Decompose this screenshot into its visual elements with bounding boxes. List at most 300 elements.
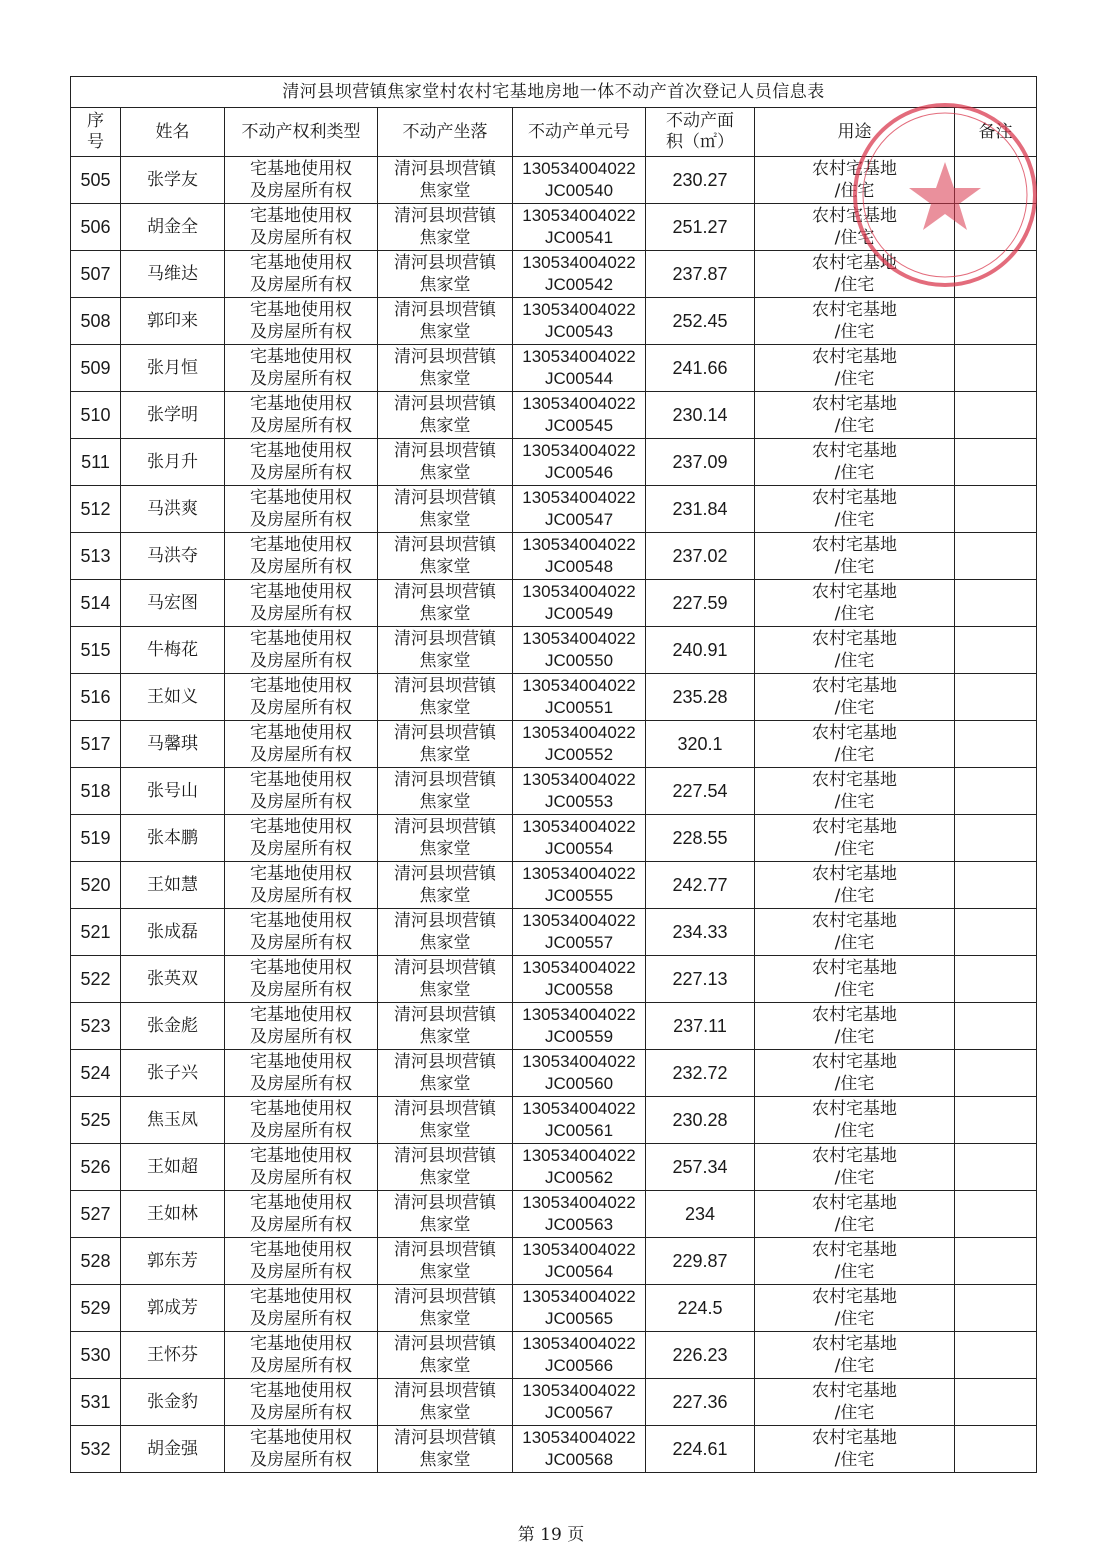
cell-name: 马洪爽 xyxy=(121,486,225,533)
cell-unit-no xyxy=(513,1191,646,1238)
cell-location-line2: 焦家堂 xyxy=(419,369,471,389)
cell-location-line2: 焦家堂 xyxy=(419,1356,471,1376)
cell-right-type xyxy=(225,721,378,768)
cell-right-type xyxy=(225,1285,378,1332)
cell-location-line1: 清河县坝营镇 xyxy=(394,253,496,273)
cell-unit-prefix: 130534004022 xyxy=(522,300,636,319)
cell-unit-no xyxy=(513,1003,646,1050)
cell-right-type-line1: 宅基地使用权 xyxy=(250,1428,352,1448)
cell-usage xyxy=(755,204,955,251)
cell-location xyxy=(378,345,513,392)
cell-right-type-line1: 宅基地使用权 xyxy=(250,394,352,414)
cell-name: 马宏图 xyxy=(121,580,225,627)
header-usage: 用途 xyxy=(755,108,955,157)
table-row xyxy=(71,486,1037,533)
cell-unit-suffix: JC00546 xyxy=(544,463,614,482)
cell-remark xyxy=(955,862,1037,909)
cell-location-line2: 焦家堂 xyxy=(419,1074,471,1094)
cell-unit-no xyxy=(513,1426,646,1473)
cell-location xyxy=(378,1097,513,1144)
registration-table xyxy=(70,76,1037,1473)
cell-area: 230.28 xyxy=(646,1097,755,1144)
cell-name: 马馨琪 xyxy=(121,721,225,768)
cell-unit-prefix: 130534004022 xyxy=(522,864,636,883)
cell-unit-no xyxy=(513,298,646,345)
cell-location-line2: 焦家堂 xyxy=(419,1027,471,1047)
cell-right-type-line2: 及房屋所有权 xyxy=(250,792,352,812)
cell-location xyxy=(378,956,513,1003)
header-row xyxy=(71,108,1037,157)
cell-remark xyxy=(955,251,1037,298)
cell-location-line1: 清河县坝营镇 xyxy=(394,817,496,837)
cell-unit-suffix: JC00547 xyxy=(544,510,614,529)
table-row xyxy=(71,157,1037,204)
cell-name: 王如林 xyxy=(121,1191,225,1238)
cell-location xyxy=(378,1238,513,1285)
cell-remark xyxy=(955,580,1037,627)
cell-unit-suffix: JC00541 xyxy=(544,228,614,247)
cell-name: 张成磊 xyxy=(121,909,225,956)
cell-location xyxy=(378,392,513,439)
cell-location-line1: 清河县坝营镇 xyxy=(394,911,496,931)
cell-usage-line1: 农村宅基地 xyxy=(812,206,897,226)
cell-usage-line1: 农村宅基地 xyxy=(812,441,897,461)
cell-right-type-line2: 及房屋所有权 xyxy=(250,604,352,624)
cell-usage-line1: 农村宅基地 xyxy=(812,770,897,790)
cell-right-type-line1: 宅基地使用权 xyxy=(250,300,352,320)
cell-right-type-line1: 宅基地使用权 xyxy=(250,253,352,273)
table-row xyxy=(71,1191,1037,1238)
cell-location-line1: 清河县坝营镇 xyxy=(394,676,496,696)
cell-unit-no xyxy=(513,1144,646,1191)
cell-unit-suffix: JC00562 xyxy=(544,1168,614,1187)
cell-right-type-line2: 及房屋所有权 xyxy=(250,1450,352,1470)
cell-seq: 505 xyxy=(71,157,121,204)
cell-usage-line1: 农村宅基地 xyxy=(812,1240,897,1260)
header-remark: 备注 xyxy=(955,108,1037,157)
cell-usage xyxy=(755,533,955,580)
cell-usage xyxy=(755,721,955,768)
cell-unit-prefix: 130534004022 xyxy=(522,676,636,695)
cell-right-type-line1: 宅基地使用权 xyxy=(250,1334,352,1354)
cell-location-line1: 清河县坝营镇 xyxy=(394,159,496,179)
cell-remark xyxy=(955,1050,1037,1097)
cell-location-line1: 清河县坝营镇 xyxy=(394,1193,496,1213)
cell-usage xyxy=(755,1050,955,1097)
cell-right-type-line2: 及房屋所有权 xyxy=(250,416,352,436)
cell-right-type-line1: 宅基地使用权 xyxy=(250,629,352,649)
cell-unit-suffix: JC00553 xyxy=(544,792,614,811)
cell-name: 牛梅花 xyxy=(121,627,225,674)
cell-right-type-line2: 及房屋所有权 xyxy=(250,275,352,295)
cell-name: 张学友 xyxy=(121,157,225,204)
cell-remark xyxy=(955,1285,1037,1332)
cell-seq: 530 xyxy=(71,1332,121,1379)
cell-usage-line2: /住宅 xyxy=(834,275,875,295)
cell-right-type-line2: 及房屋所有权 xyxy=(250,1027,352,1047)
cell-location xyxy=(378,815,513,862)
cell-unit-no xyxy=(513,956,646,1003)
header-seq-line2: 号 xyxy=(87,132,104,152)
cell-unit-no xyxy=(513,1050,646,1097)
cell-right-type xyxy=(225,439,378,486)
cell-location-line2: 焦家堂 xyxy=(419,792,471,812)
cell-name: 胡金强 xyxy=(121,1426,225,1473)
cell-unit-prefix: 130534004022 xyxy=(522,1052,636,1071)
cell-name: 张金彪 xyxy=(121,1003,225,1050)
cell-remark xyxy=(955,909,1037,956)
cell-right-type-line1: 宅基地使用权 xyxy=(250,441,352,461)
cell-right-type-line2: 及房屋所有权 xyxy=(250,557,352,577)
cell-right-type-line1: 宅基地使用权 xyxy=(250,488,352,508)
cell-usage-line1: 农村宅基地 xyxy=(812,958,897,978)
table-row xyxy=(71,721,1037,768)
table-row xyxy=(71,1050,1037,1097)
cell-seq: 517 xyxy=(71,721,121,768)
cell-right-type xyxy=(225,1332,378,1379)
cell-unit-prefix: 130534004022 xyxy=(522,629,636,648)
cell-area: 227.54 xyxy=(646,768,755,815)
cell-area: 240.91 xyxy=(646,627,755,674)
cell-remark xyxy=(955,1332,1037,1379)
cell-remark xyxy=(955,674,1037,721)
cell-right-type-line2: 及房屋所有权 xyxy=(250,322,352,342)
cell-unit-suffix: JC00567 xyxy=(544,1403,614,1422)
cell-usage-line1: 农村宅基地 xyxy=(812,1381,897,1401)
cell-right-type-line1: 宅基地使用权 xyxy=(250,582,352,602)
cell-remark xyxy=(955,533,1037,580)
cell-right-type xyxy=(225,674,378,721)
cell-location-line1: 清河县坝营镇 xyxy=(394,582,496,602)
cell-location xyxy=(378,580,513,627)
cell-unit-suffix: JC00540 xyxy=(544,181,614,200)
cell-location-line2: 焦家堂 xyxy=(419,604,471,624)
cell-location-line1: 清河县坝营镇 xyxy=(394,1240,496,1260)
cell-right-type-line2: 及房屋所有权 xyxy=(250,510,352,530)
cell-usage-line2: /住宅 xyxy=(834,1403,875,1423)
table-row xyxy=(71,1144,1037,1191)
cell-name: 王如义 xyxy=(121,674,225,721)
cell-right-type-line1: 宅基地使用权 xyxy=(250,864,352,884)
cell-remark xyxy=(955,298,1037,345)
cell-location xyxy=(378,1426,513,1473)
cell-seq: 525 xyxy=(71,1097,121,1144)
cell-unit-prefix: 130534004022 xyxy=(522,1146,636,1165)
cell-right-type xyxy=(225,1379,378,1426)
cell-location xyxy=(378,909,513,956)
cell-remark xyxy=(955,721,1037,768)
table-row xyxy=(71,768,1037,815)
cell-location-line2: 焦家堂 xyxy=(419,1262,471,1282)
cell-remark xyxy=(955,1144,1037,1191)
cell-area: 227.59 xyxy=(646,580,755,627)
cell-location xyxy=(378,533,513,580)
cell-unit-prefix: 130534004022 xyxy=(522,1240,636,1259)
cell-right-type-line2: 及房屋所有权 xyxy=(250,839,352,859)
cell-right-type xyxy=(225,204,378,251)
cell-location-line2: 焦家堂 xyxy=(419,745,471,765)
cell-usage-line2: /住宅 xyxy=(834,839,875,859)
cell-seq: 523 xyxy=(71,1003,121,1050)
cell-location xyxy=(378,1003,513,1050)
cell-usage-line2: /住宅 xyxy=(834,369,875,389)
cell-right-type-line2: 及房屋所有权 xyxy=(250,980,352,1000)
table-row xyxy=(71,815,1037,862)
cell-area: 230.27 xyxy=(646,157,755,204)
cell-right-type-line1: 宅基地使用权 xyxy=(250,911,352,931)
cell-remark xyxy=(955,157,1037,204)
cell-right-type xyxy=(225,345,378,392)
cell-usage-line2: /住宅 xyxy=(834,181,875,201)
cell-unit-no xyxy=(513,1238,646,1285)
cell-location-line1: 清河县坝营镇 xyxy=(394,864,496,884)
cell-usage xyxy=(755,580,955,627)
cell-usage-line1: 农村宅基地 xyxy=(812,1287,897,1307)
table-row xyxy=(71,392,1037,439)
cell-right-type-line2: 及房屋所有权 xyxy=(250,651,352,671)
cell-usage-line2: /住宅 xyxy=(834,416,875,436)
table-title: 清河县坝营镇焦家堂村农村宅基地房地一体不动产首次登记人员信息表 xyxy=(71,77,1037,108)
cell-unit-suffix: JC00557 xyxy=(544,933,614,952)
cell-unit-prefix: 130534004022 xyxy=(522,911,636,930)
cell-unit-prefix: 130534004022 xyxy=(522,1381,636,1400)
cell-usage xyxy=(755,392,955,439)
cell-unit-no xyxy=(513,204,646,251)
cell-unit-prefix: 130534004022 xyxy=(522,1193,636,1212)
cell-right-type-line2: 及房屋所有权 xyxy=(250,1168,352,1188)
cell-name: 马维达 xyxy=(121,251,225,298)
cell-usage-line2: /住宅 xyxy=(834,1074,875,1094)
cell-right-type xyxy=(225,157,378,204)
cell-name: 焦玉凤 xyxy=(121,1097,225,1144)
cell-usage xyxy=(755,1426,955,1473)
cell-usage xyxy=(755,251,955,298)
cell-usage-line1: 农村宅基地 xyxy=(812,723,897,743)
cell-area: 237.11 xyxy=(646,1003,755,1050)
cell-remark xyxy=(955,1379,1037,1426)
cell-right-type-line1: 宅基地使用权 xyxy=(250,1193,352,1213)
cell-unit-prefix: 130534004022 xyxy=(522,1099,636,1118)
cell-usage-line1: 农村宅基地 xyxy=(812,676,897,696)
cell-unit-prefix: 130534004022 xyxy=(522,488,636,507)
header-seq-line1: 序 xyxy=(87,111,104,131)
cell-usage-line2: /住宅 xyxy=(834,651,875,671)
cell-location-line2: 焦家堂 xyxy=(419,322,471,342)
cell-location-line1: 清河县坝营镇 xyxy=(394,394,496,414)
cell-location-line1: 清河县坝营镇 xyxy=(394,958,496,978)
cell-unit-no xyxy=(513,486,646,533)
cell-location xyxy=(378,1144,513,1191)
cell-location xyxy=(378,298,513,345)
cell-location-line1: 清河县坝营镇 xyxy=(394,1099,496,1119)
cell-right-type xyxy=(225,1097,378,1144)
cell-remark xyxy=(955,1097,1037,1144)
cell-right-type-line1: 宅基地使用权 xyxy=(250,1052,352,1072)
table-row xyxy=(71,1285,1037,1332)
cell-usage-line2: /住宅 xyxy=(834,1121,875,1141)
cell-location-line1: 清河县坝营镇 xyxy=(394,206,496,226)
cell-location-line2: 焦家堂 xyxy=(419,933,471,953)
cell-seq: 516 xyxy=(71,674,121,721)
cell-area: 257.34 xyxy=(646,1144,755,1191)
cell-seq: 518 xyxy=(71,768,121,815)
cell-seq: 510 xyxy=(71,392,121,439)
cell-seq: 521 xyxy=(71,909,121,956)
cell-name: 张月恒 xyxy=(121,345,225,392)
cell-usage-line1: 农村宅基地 xyxy=(812,864,897,884)
cell-usage xyxy=(755,674,955,721)
cell-unit-suffix: JC00560 xyxy=(544,1074,614,1093)
cell-unit-suffix: JC00542 xyxy=(544,275,614,294)
cell-location xyxy=(378,627,513,674)
cell-location-line2: 焦家堂 xyxy=(419,839,471,859)
cell-right-type-line1: 宅基地使用权 xyxy=(250,347,352,367)
cell-unit-suffix: JC00561 xyxy=(544,1121,614,1140)
cell-usage xyxy=(755,815,955,862)
cell-unit-prefix: 130534004022 xyxy=(522,347,636,366)
cell-name: 胡金全 xyxy=(121,204,225,251)
cell-location-line2: 焦家堂 xyxy=(419,275,471,295)
cell-unit-no xyxy=(513,674,646,721)
cell-right-type-line1: 宅基地使用权 xyxy=(250,1099,352,1119)
cell-area: 320.1 xyxy=(646,721,755,768)
cell-unit-suffix: JC00568 xyxy=(544,1450,614,1469)
cell-location xyxy=(378,674,513,721)
cell-remark xyxy=(955,768,1037,815)
cell-unit-no xyxy=(513,1285,646,1332)
cell-right-type-line2: 及房屋所有权 xyxy=(250,369,352,389)
cell-unit-no xyxy=(513,768,646,815)
cell-seq: 509 xyxy=(71,345,121,392)
table-row xyxy=(71,674,1037,721)
cell-unit-no xyxy=(513,392,646,439)
cell-seq: 512 xyxy=(71,486,121,533)
cell-remark xyxy=(955,1426,1037,1473)
cell-usage-line2: /住宅 xyxy=(834,980,875,1000)
cell-unit-prefix: 130534004022 xyxy=(522,1428,636,1447)
header-area xyxy=(646,108,755,157)
cell-area: 227.36 xyxy=(646,1379,755,1426)
cell-usage-line1: 农村宅基地 xyxy=(812,911,897,931)
table-row xyxy=(71,627,1037,674)
cell-seq: 514 xyxy=(71,580,121,627)
cell-right-type-line1: 宅基地使用权 xyxy=(250,676,352,696)
cell-unit-prefix: 130534004022 xyxy=(522,1334,636,1353)
cell-usage-line1: 农村宅基地 xyxy=(812,629,897,649)
cell-name: 马洪夺 xyxy=(121,533,225,580)
cell-usage xyxy=(755,345,955,392)
cell-name: 张月升 xyxy=(121,439,225,486)
cell-name: 张金豹 xyxy=(121,1379,225,1426)
cell-unit-no xyxy=(513,251,646,298)
table-row xyxy=(71,1332,1037,1379)
cell-location-line1: 清河县坝营镇 xyxy=(394,723,496,743)
cell-usage xyxy=(755,298,955,345)
cell-location xyxy=(378,768,513,815)
cell-right-type-line1: 宅基地使用权 xyxy=(250,770,352,790)
cell-name: 张学明 xyxy=(121,392,225,439)
cell-location-line1: 清河县坝营镇 xyxy=(394,300,496,320)
cell-unit-suffix: JC00552 xyxy=(544,745,614,764)
cell-right-type xyxy=(225,815,378,862)
cell-usage-line1: 农村宅基地 xyxy=(812,817,897,837)
cell-seq: 528 xyxy=(71,1238,121,1285)
cell-right-type xyxy=(225,486,378,533)
cell-usage-line1: 农村宅基地 xyxy=(812,300,897,320)
cell-location-line1: 清河县坝营镇 xyxy=(394,1287,496,1307)
cell-usage xyxy=(755,1097,955,1144)
cell-location-line1: 清河县坝营镇 xyxy=(394,629,496,649)
cell-unit-suffix: JC00559 xyxy=(544,1027,614,1046)
cell-unit-suffix: JC00566 xyxy=(544,1356,614,1375)
cell-right-type-line2: 及房屋所有权 xyxy=(250,886,352,906)
cell-location-line2: 焦家堂 xyxy=(419,510,471,530)
cell-right-type-line2: 及房屋所有权 xyxy=(250,1309,352,1329)
cell-right-type xyxy=(225,1426,378,1473)
cell-unit-prefix: 130534004022 xyxy=(522,206,636,225)
cell-usage-line1: 农村宅基地 xyxy=(812,159,897,179)
table-row xyxy=(71,956,1037,1003)
cell-usage-line2: /住宅 xyxy=(834,886,875,906)
cell-usage-line1: 农村宅基地 xyxy=(812,582,897,602)
cell-usage-line2: /住宅 xyxy=(834,1027,875,1047)
header-name: 姓名 xyxy=(121,108,225,157)
table-row xyxy=(71,1379,1037,1426)
cell-seq: 508 xyxy=(71,298,121,345)
table-row xyxy=(71,439,1037,486)
cell-right-type xyxy=(225,298,378,345)
cell-seq: 507 xyxy=(71,251,121,298)
table-row xyxy=(71,204,1037,251)
cell-right-type-line2: 及房屋所有权 xyxy=(250,698,352,718)
table-row xyxy=(71,862,1037,909)
cell-remark xyxy=(955,956,1037,1003)
cell-unit-no xyxy=(513,721,646,768)
cell-location-line1: 清河县坝营镇 xyxy=(394,488,496,508)
cell-usage-line1: 农村宅基地 xyxy=(812,1005,897,1025)
cell-remark xyxy=(955,815,1037,862)
cell-usage-line2: /住宅 xyxy=(834,510,875,530)
cell-right-type-line1: 宅基地使用权 xyxy=(250,1146,352,1166)
cell-seq: 515 xyxy=(71,627,121,674)
cell-right-type-line1: 宅基地使用权 xyxy=(250,535,352,555)
cell-remark xyxy=(955,1003,1037,1050)
cell-usage-line2: /住宅 xyxy=(834,463,875,483)
cell-usage-line1: 农村宅基地 xyxy=(812,535,897,555)
cell-usage xyxy=(755,1379,955,1426)
cell-area: 224.61 xyxy=(646,1426,755,1473)
table-row xyxy=(71,1426,1037,1473)
cell-unit-suffix: JC00564 xyxy=(544,1262,614,1281)
cell-usage xyxy=(755,1003,955,1050)
table-row xyxy=(71,1238,1037,1285)
cell-usage-line2: /住宅 xyxy=(834,933,875,953)
cell-right-type xyxy=(225,1238,378,1285)
table-row xyxy=(71,533,1037,580)
cell-unit-no xyxy=(513,1332,646,1379)
cell-remark xyxy=(955,1238,1037,1285)
cell-usage-line1: 农村宅基地 xyxy=(812,1052,897,1072)
cell-seq: 519 xyxy=(71,815,121,862)
cell-unit-no xyxy=(513,862,646,909)
cell-location-line1: 清河县坝营镇 xyxy=(394,1381,496,1401)
cell-location xyxy=(378,157,513,204)
page-number: 第 19 页 xyxy=(517,1525,585,1545)
cell-location-line2: 焦家堂 xyxy=(419,886,471,906)
cell-unit-suffix: JC00551 xyxy=(544,698,614,717)
cell-name: 王怀芬 xyxy=(121,1332,225,1379)
cell-area: 231.84 xyxy=(646,486,755,533)
